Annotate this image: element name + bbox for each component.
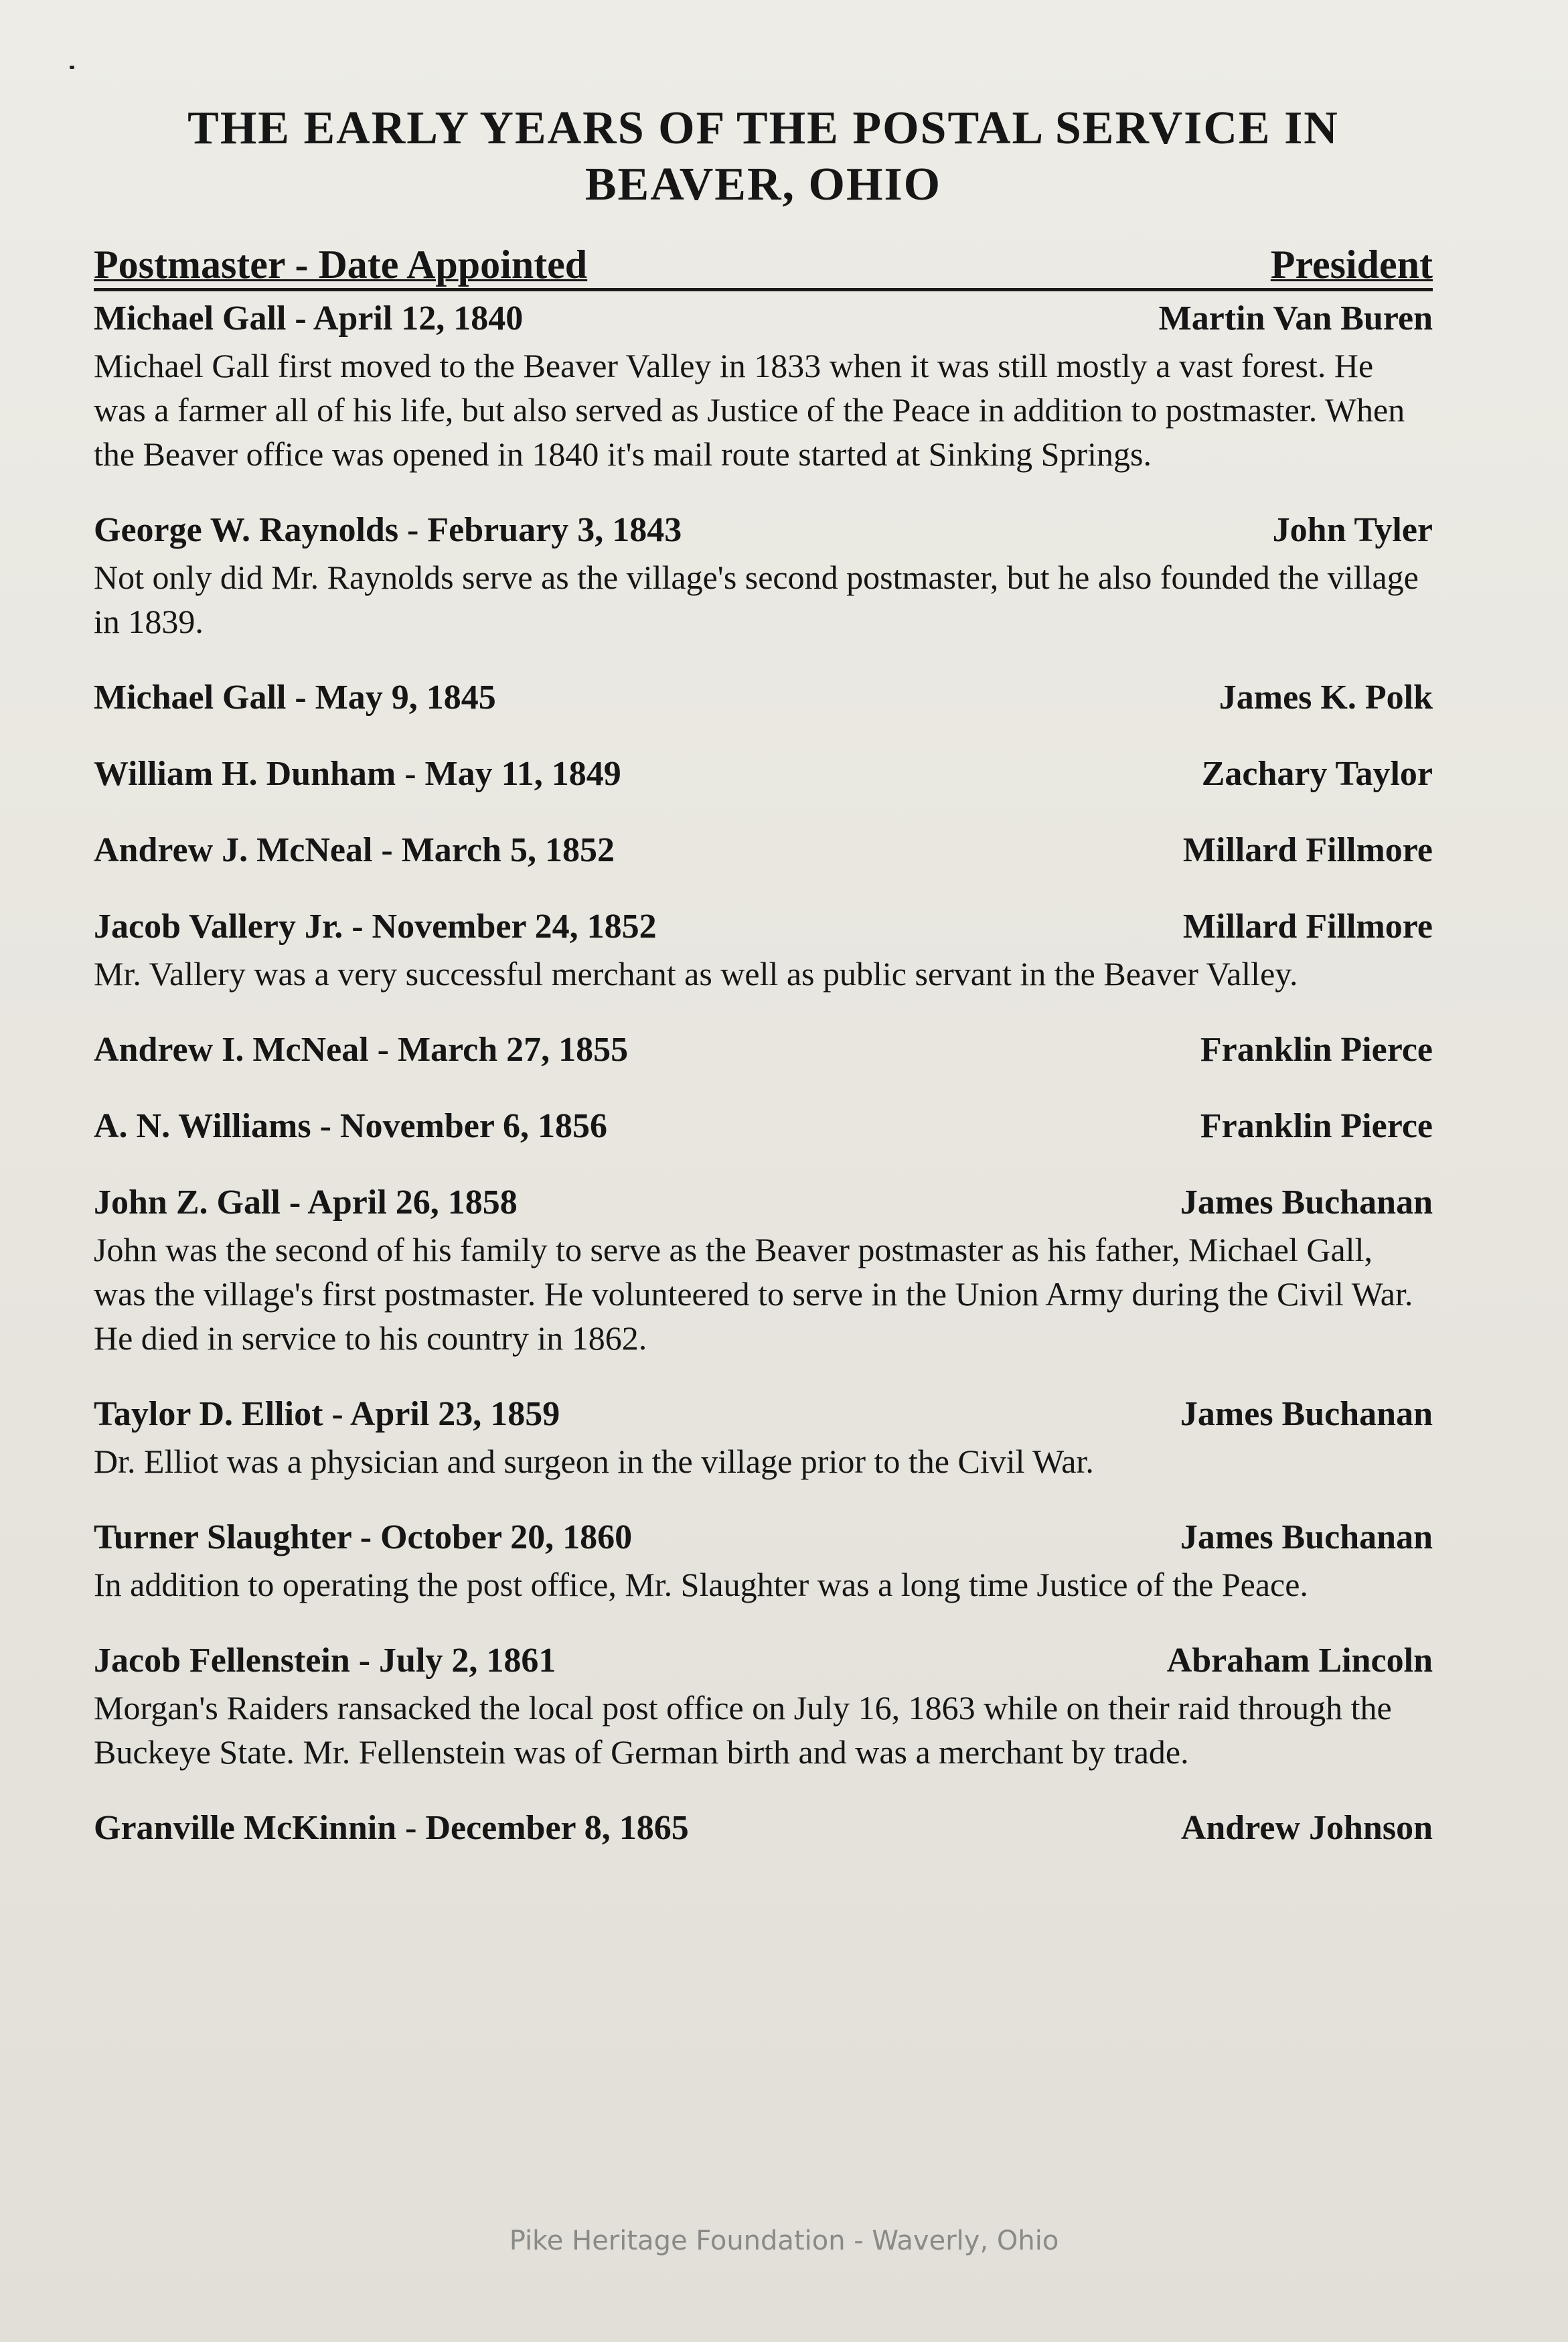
president-name: James Buchanan: [1180, 1518, 1433, 1556]
postmaster-entry: [94, 828, 1433, 873]
postmaster-entry: [94, 1392, 1433, 1483]
entry-header: [94, 1392, 1433, 1437]
page-title: [94, 100, 1433, 213]
president-name: Abraham Lincoln: [1166, 1641, 1433, 1680]
entry-description: John was the second of his family to serve as the Beaver postmaster as his father, Michael Gall, was the village's first postmaster. He volunteered to serve in the Union Army during the Civil War. He died in service to his country in 1862.: [94, 1231, 1413, 1357]
postmaster-name-date: A. N. Williams - November 6, 1856: [94, 1107, 607, 1145]
entry-header: [94, 676, 1433, 720]
entry-header: [94, 1028, 1433, 1072]
column-header: [94, 242, 1433, 291]
postmaster-entry: [94, 297, 1433, 476]
postmaster-name-date: John Z. Gall - April 26, 1858: [94, 1183, 518, 1222]
postmaster-name-date: Michael Gall - May 9, 1845: [94, 678, 496, 717]
postmaster-entry: [94, 676, 1433, 720]
postmaster-name-date: Andrew I. McNeal - March 27, 1855: [94, 1031, 629, 1069]
entry-description: Morgan's Raiders ransacked the local post office on July 16, 1863 while on their raid through the Buckeye State. Mr. Fellenstein was of German birth and was a merchant by trade.: [94, 1689, 1392, 1771]
entry-header: [94, 752, 1433, 796]
president-name: Millard Fillmore: [1182, 831, 1433, 869]
header-postmaster-date: Postmaster - Date Appointed: [94, 242, 588, 287]
president-name: Franklin Pierce: [1200, 1031, 1433, 1069]
postmaster-name-date: Michael Gall - April 12, 1840: [94, 299, 524, 338]
entry-header: [94, 508, 1433, 553]
president-name: Zachary Taylor: [1201, 755, 1433, 793]
postmaster-entry: [94, 1028, 1433, 1072]
postmaster-entry: [94, 1181, 1433, 1360]
title-line-2: BEAVER, OHIO: [584, 159, 942, 210]
postmaster-entry: [94, 508, 1433, 644]
entry-description: Dr. Elliot was a physician and surgeon in the village prior to the Civil War.: [94, 1443, 1094, 1480]
title-line-1: THE EARLY YEARS OF THE POSTAL SERVICE IN: [187, 102, 1339, 154]
entry-description: Michael Gall first moved to the Beaver Valley in 1833 when it was still mostly a vast forest. He was a farmer all of his life, but also served as Justice of the Peace in addition to postmaster. When the Beaver office was opened in 1840 it's mail route started at Sinking Springs.: [94, 347, 1405, 473]
postmaster-name-date: Turner Slaughter - October 20, 1860: [94, 1518, 633, 1556]
entry-description: Mr. Vallery was a very successful merchant as well as public servant in the Beaver Valley.: [94, 955, 1298, 993]
entry-header: [94, 1104, 1433, 1149]
president-name: Martin Van Buren: [1158, 299, 1433, 338]
president-name: James K. Polk: [1219, 678, 1433, 717]
page-content: [94, 100, 1433, 1883]
postmaster-list: [94, 297, 1433, 1850]
postmaster-name-date: Jacob Vallery Jr. - November 24, 1852: [94, 907, 657, 946]
entry-header: [94, 1181, 1433, 1225]
entry-header: [94, 1806, 1433, 1850]
entry-header: [94, 828, 1433, 873]
president-name: Franklin Pierce: [1200, 1107, 1433, 1145]
president-name: James Buchanan: [1180, 1183, 1433, 1222]
ink-speck: [70, 66, 74, 69]
footer-credit: Pike Heritage Foundation - Waverly, Ohio: [509, 2225, 1059, 2256]
postmaster-name-date: Jacob Fellenstein - July 2, 1861: [94, 1641, 556, 1680]
postmaster-entry: [94, 1806, 1433, 1850]
president-name: Millard Fillmore: [1182, 907, 1433, 946]
postmaster-entry: [94, 752, 1433, 796]
postmaster-entry: [94, 1639, 1433, 1774]
header-president: President: [1270, 242, 1433, 287]
postmaster-entry: [94, 905, 1433, 996]
entry-description: Not only did Mr. Raynolds serve as the village's second postmaster, but he also founded the village in 1839.: [94, 559, 1419, 640]
postmaster-name-date: Andrew J. McNeal - March 5, 1852: [94, 831, 615, 869]
postmaster-name-date: William H. Dunham - May 11, 1849: [94, 755, 621, 793]
entry-description: In addition to operating the post office, Mr. Slaughter was a long time Justice of the Peace.: [94, 1566, 1308, 1603]
postmaster-entry: [94, 1104, 1433, 1149]
postmaster-name-date: Taylor D. Elliot - April 23, 1859: [94, 1395, 560, 1433]
entry-header: [94, 1639, 1433, 1683]
president-name: James Buchanan: [1180, 1395, 1433, 1433]
postmaster-entry: [94, 1516, 1433, 1607]
postmaster-name-date: George W. Raynolds - February 3, 1843: [94, 511, 682, 549]
president-name: Andrew Johnson: [1180, 1809, 1433, 1847]
entry-header: [94, 905, 1433, 949]
postmaster-name-date: Granville McKinnin - December 8, 1865: [94, 1809, 689, 1847]
president-name: John Tyler: [1272, 511, 1433, 549]
entry-header: [94, 297, 1433, 341]
entry-header: [94, 1516, 1433, 1560]
